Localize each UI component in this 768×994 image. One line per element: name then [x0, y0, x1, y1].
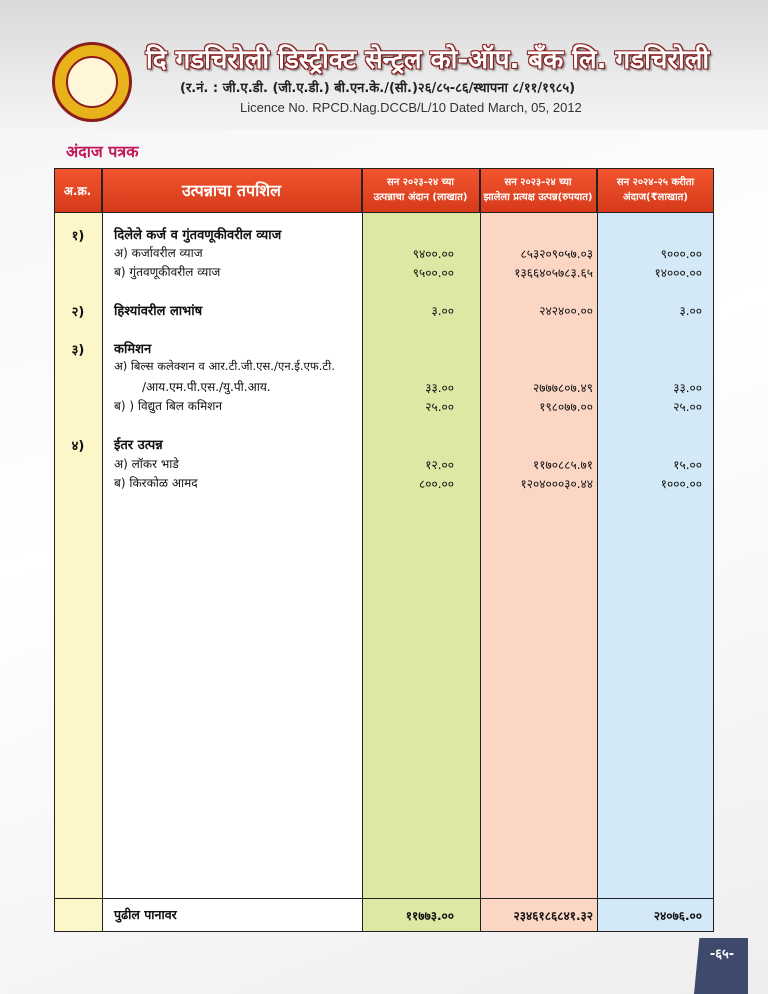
budget-table: [54, 168, 714, 932]
item-label: अ) कर्जावरील व्याज: [114, 246, 203, 260]
item-estimate-2024: ३.००: [679, 304, 702, 318]
bank-logo-icon: [52, 42, 132, 122]
item-label: अ) लॉकर भाडे: [114, 457, 179, 471]
bank-name: दि गडचिरोली डिस्ट्रीक्ट सेन्ट्रल को-ऑप. बँक लि. गडचिरोली: [146, 45, 710, 75]
item-label: ब) गुंतवणूकीवरील व्याज: [114, 265, 221, 279]
item-estimate-2023: ३३.००: [425, 381, 454, 395]
item-estimate-2023: २५.००: [425, 400, 454, 414]
section-number: ३): [71, 343, 85, 358]
section-number: २): [71, 305, 85, 320]
item-actual-2023: ८५३२०९०५७.०३: [520, 247, 593, 261]
section-number: ४): [71, 439, 85, 454]
document-title: अंदाज पत्रक: [66, 142, 139, 161]
section-number: १): [71, 229, 85, 244]
item-estimate-2024: २५.००: [673, 400, 702, 414]
header-estimate-2024-line2: अंदाज(₹लाखात): [623, 192, 688, 203]
item-actual-2023: २४२४००.००: [539, 304, 593, 318]
section-title: ईतर उत्पन्न: [114, 438, 163, 453]
item-label: अ) बिल्स कलेक्शन व आर.टी.जी.एस./एन.ई.एफ.टी.: [114, 359, 335, 373]
header-description: उत्पन्नाचा तपशिल: [102, 168, 362, 212]
section-title: दिलेले कर्ज व गुंतवणूकीवरील व्याज: [114, 228, 282, 243]
total-estimate-2023: ११७७३.००: [405, 909, 454, 923]
item-estimate-2023: ३.००: [431, 304, 454, 318]
item-estimate-2023: ८००.००: [418, 477, 454, 491]
total-estimate-2024: २४०७६.००: [653, 909, 702, 923]
registration-number: (र.नं. : जी.ए.डी. (जी.ए.डी.) बी.एन.के./(सी.)२६/८५-८६/स्थापना ८/११/१९८५): [180, 81, 576, 96]
item-estimate-2024: ३३.००: [673, 381, 702, 395]
item-actual-2023: ११७०८८५.७१: [533, 458, 593, 472]
section-title: हिश्यांवरील लाभांष: [114, 304, 203, 319]
item-estimate-2023: ९५००.००: [412, 266, 454, 280]
item-label: ब) किरकोळ आमद: [114, 476, 198, 490]
item-estimate-2024: ९०००.००: [660, 247, 702, 261]
item-estimate-2023: ९४००.००: [412, 247, 454, 261]
section-title: कमिशन: [114, 342, 152, 357]
header-actual-2023-line2: झालेला प्रत्यक्ष उत्पन्न(रुपयात): [483, 192, 593, 203]
carried-forward-label: पुढील पानावर: [114, 907, 177, 922]
item-label-line2: /आय.एम.पी.एस./यु.पी.आय.: [142, 380, 271, 394]
licence-number: Licence No. RPCD.Nag.DCCB/L/10 Dated March, 05, 2012: [240, 100, 582, 115]
header-serial: अ.क्र.: [54, 168, 102, 212]
total-actual-2023: २३४६१८६८४१.३२: [513, 909, 593, 923]
header-estimate-2023-line1: सन २०२३-२४ च्या: [387, 177, 454, 188]
header-estimate-2023-line2: उत्पन्नाचा अंदान (लाखात): [373, 192, 468, 203]
item-actual-2023: १३६६४०५७८३.६५: [514, 266, 593, 280]
item-estimate-2023: १२.००: [425, 458, 454, 472]
item-actual-2023: १२०४०००३०.४४: [520, 477, 593, 491]
item-label: ब) ) विद्युत बिल कमिशन: [114, 399, 223, 413]
header-estimate-2024-line1: सन २०२४-२५ करीता: [616, 177, 695, 188]
item-actual-2023: १९८०७७.००: [539, 400, 593, 414]
item-estimate-2024: १५.००: [673, 458, 702, 472]
item-actual-2023: २७७७८०७.४९: [533, 381, 593, 395]
header-actual-2023-line1: सन २०२३-२४ च्या: [504, 177, 572, 188]
item-estimate-2024: १०००.००: [660, 477, 702, 491]
item-estimate-2024: १४०००.००: [654, 266, 702, 280]
page-number: -६५-: [709, 947, 735, 962]
